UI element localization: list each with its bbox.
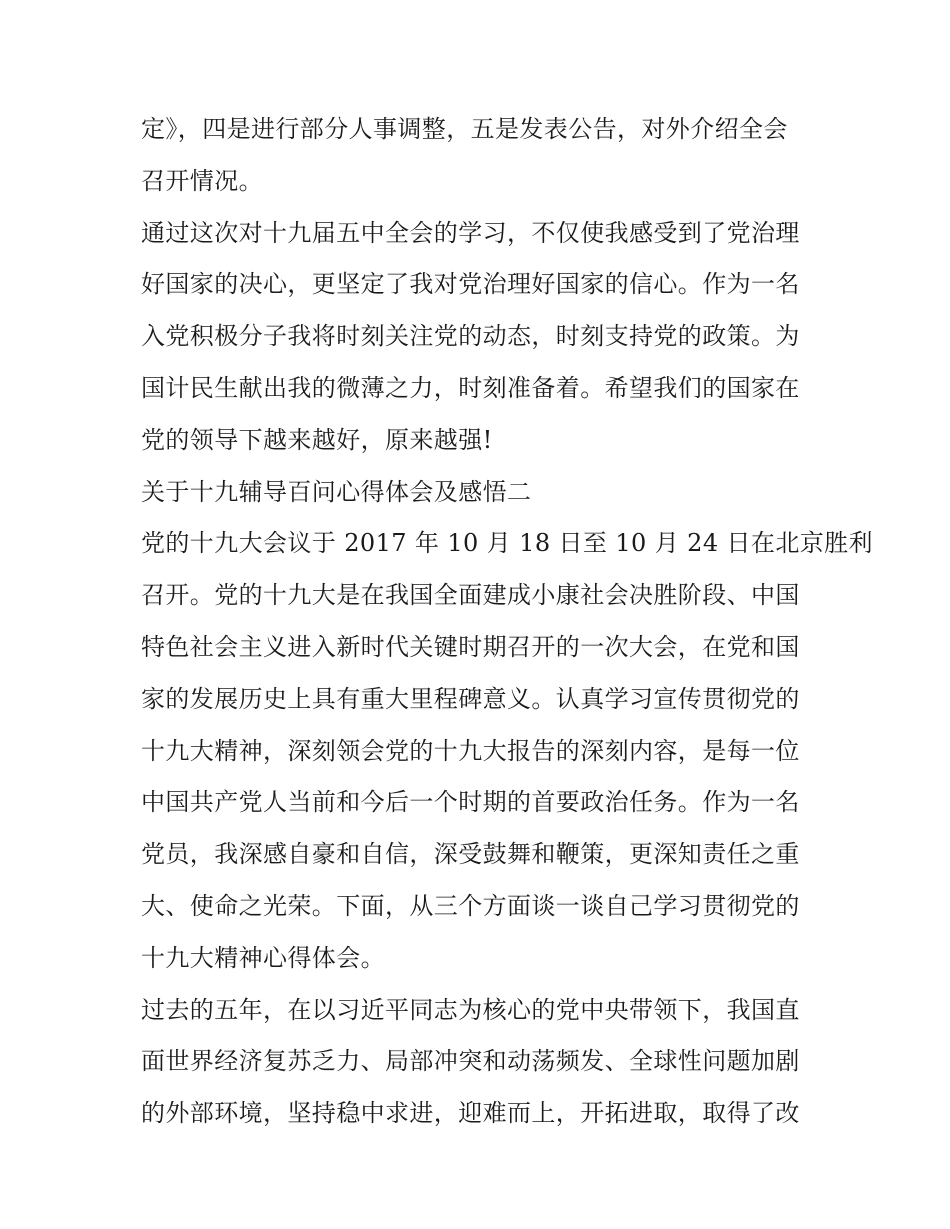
text-line: 特色社会主义进入新时代关键时期召开的一次大会，在党和国 bbox=[141, 632, 800, 661]
text-line: 党的十九大会议于 2017 年 10 月 18 日至 10 月 24 日在北京胜利 bbox=[141, 529, 873, 558]
text-line: 十九大精神，深刻领会党的十九大报告的深刻内容，是每一位 bbox=[141, 736, 800, 765]
text-line: 召开。党的十九大是在我国全面建成小康社会决胜阶段、中国 bbox=[141, 581, 800, 610]
text-line: 党员，我深感自豪和自信，深受鼓舞和鞭策，更深知责任之重 bbox=[141, 840, 800, 869]
text-line: 入党积极分子我将时刻关注党的动态，时刻支持党的政策。为 bbox=[141, 322, 800, 351]
text-line: 的外部环境，坚持稳中求进，迎难而上，开拓进取，取得了改 bbox=[141, 1099, 800, 1128]
text-line: 定》，四是进行部分人事调整，五是发表公告，对外介绍全会 bbox=[141, 115, 788, 143]
text-line: 中国共产党人当前和今后一个时期的首要政治任务。作为一名 bbox=[141, 788, 800, 817]
text-line: 通过这次对十九届五中全会的学习，不仅使我感受到了党治理 bbox=[141, 218, 800, 247]
text-line: 好国家的决心，更坚定了我对党治理好国家的信心。作为一名 bbox=[141, 270, 800, 299]
text-line: 党的领导下越来越好，原来越强! bbox=[141, 425, 493, 454]
text-line: 家的发展历史上具有重大里程碑意义。认真学习宣传贯彻党的 bbox=[141, 684, 800, 713]
text-line: 国计民生献出我的微薄之力，时刻准备着。希望我们的国家在 bbox=[141, 373, 800, 402]
text-line: 召开情况。 bbox=[141, 166, 263, 195]
text-line: 大、使命之光荣。下面，从三个方面谈一谈自己学习贯彻党的 bbox=[141, 891, 800, 920]
document-body bbox=[141, 104, 873, 1140]
text-line: 十九大精神心得体会。 bbox=[141, 943, 385, 972]
text-line: 过去的五年，在以习近平同志为核心的党中央带领下，我国直 bbox=[141, 995, 800, 1024]
text-line: 面世界经济复苏乏力、局部冲突和动荡频发、全球性问题加剧 bbox=[141, 1047, 800, 1076]
section-heading: 关于十九辅导百问心得体会及感悟二 bbox=[141, 477, 532, 506]
